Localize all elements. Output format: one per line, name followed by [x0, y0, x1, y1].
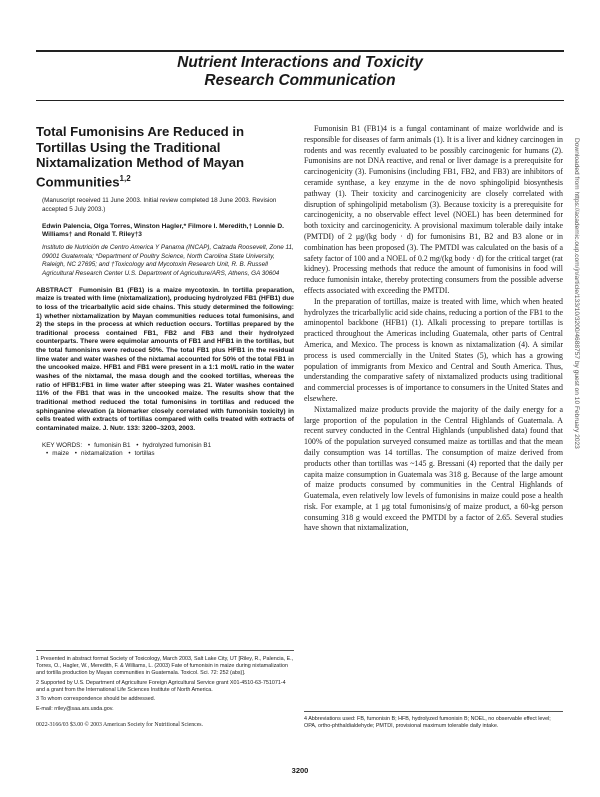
- author-list: Edwin Palencia, Olga Torres, Winston Hagler,* Filmore I. Meredith,† Lonnie D. Williams† and Ronald T. Riley†3: [42, 222, 285, 239]
- body-paragraph: Nixtamalized maize products provide the majority of the daily energy for a large proportion of the population in the Central Highlands of Guatemala. A recent survey conducted in the Central Highlands (unpublished data) found that 100% of the population surveyed consumed maize as tortillas and that the mean daily consumption was 14 tortillas. The consumption of maize derived from products other than tortillas was ~145 g. Bressani (4) reported that the daily per capita maize consumption in Guatemala was 318 g. Because of the large amount of maize products consumed by communities in the Central Highlands of Guatemala, even relatively low levels of fumonisins in maize could pose a health risk. For example, at 1 μg total fumonisins/g of maize product, a 60-kg person consuming 318 g would exceed the PMTDI by a factor of 2.65. Several studies have shown that nixtamalization,: [304, 404, 563, 533]
- footnote-2: 2 Supported by U.S. Department of Agriculture Foreign Agricultural Service grant X01-4510-63-751071-4 and a grant from the International Life Sciences Institute of North America.: [36, 679, 286, 693]
- body-paragraph: In the preparation of tortillas, maize is treated with lime, which when heated hydrolyzes the tricarballylic acid side chains, reducing a portion of the FB1 to the aminopentol backbone (HFB1) (1). Alkali processing to prepare tortillas is practiced throughout the Americas including Guatemala, other parts of Central America, and Mexico. The process is known as nixtamalization (4). A similar process is used commercially in the United States (5), which has a growing population of immigrants from Mexico and Central and South America. Thus, understanding the comparative safety of nixtamalized products using traditional and commercial processes is of importance to consumers in the United States and elsewhere.: [304, 296, 563, 403]
- abstract-text: Fumonisin B1 (FB1) is a maize mycotoxin. In tortilla preparation, maize is treated with lime (nixtamalization), producing hydrolyzed FB1 (HFB1) due to loss of the tricarballylic acid side chains. This study determined the following: 1) whether nixtamalization by Mayan communities reduces total fumonisins, and 2) the steps in the process at which reduction occurs. Tortillas prepared by the traditional process contained FB1, FB2 and FB3 and their hydrolyzed counterparts. There were equimolar amounts of FB1 and HFB1 in the tortillas, but the total fumonisins were reduced 50%. The total FB1 plus HFB1 in the residual lime water and water washes of the nixtamal accounted for 50% of the total FB1 in the uncooked maize. HFB1 and FB1 were present in a 1:1 mol/L ratio in the water washes of the nixtamal, the masa dough and the cooked tortillas, whereas the ratio of HFB1:FB1 in lime water after steeping was 21. Water washes contained 11% of the FB1 that was in the uncooked maize. The results show that the traditional method reduced the total fumonisins in tortillas and reduced the sphinganine elevation (a biomarker closely correlated with fumonisin toxicity) in cells treated with extracts of tortillas compared with cells treated with extracts of contaminated maize.: [36, 286, 295, 433]
- keywords-label: KEY WORDS:: [42, 441, 83, 449]
- section-header-line1: Nutrient Interactions and Toxicity: [177, 54, 423, 71]
- body-paragraph: Fumonisin B1 (FB1)4 is a fungal contaminant of maize worldwide and is responsible for diseases of farm animals (1). It is a liver and kidney carcinogen in rodents and was recently evaluated to be possibly carcinogenic for humans (2). Fumonisins are not DNA reactive, and renal or liver damage is a prerequisite for carcinogenicity (3). Fumonisins (including FB1, FB2, and FB3) are inhibitors of ceramide synthase, a key enzyme in the de novo sphingolipid biosynthesis pathway (1). Their toxicity and carcinogenicity are closely correlated with disruption of sphingolipid metabolism (3). Because toxicity is a prerequisite for carcinogenicity, a no observable effect level (NOEL) has been determined for both toxicity and carcinogenicity. A provisional maximum tolerable daily intake (PMTDI) of 2 μg/(kg body · d) for fumonisins B1, B2 and B3 alone or in combination has been proposed (3). The PMTDI was calculated on the basis of a safety factor of 100 and a NOEL of 0.2 mg/(kg body · d) for the critical target (rat kidney). Processing methods that reduce the amount of fumonisins in food will reduce fumonisin intake, thereby protecting consumers from the possible adverse effects associated with exceeding the PMTDI.: [304, 124, 563, 295]
- keyword-item: tortillas: [134, 450, 155, 458]
- author-affiliations: Instituto de Nutrición de Centro America Y Panama (INCAP), Calzada Roosevelt, Zone 11, 09001 Guatemala; *Department of Poultry Science, North Carolina State University, Raleigh, NC 27695; and †Toxicology and Mycotoxin Research Unit, R. B. Russell Agricultural Research Center U.S. Department of Agriculture/ARS, Athens, GA 30604: [42, 244, 294, 277]
- section-header: [36, 54, 564, 90]
- left-footnotes: [36, 650, 294, 715]
- correspondence-email: E-mail: rriley@saa.ars.usda.gov.: [36, 705, 114, 712]
- keyword-item: maize: [52, 450, 70, 458]
- abbreviations-footnote: 4 Abbreviations used: FB, fumonisin B; HFB, hydrolyzed fumonisin B; NOEL, no observable effect level; OPA, ortho-phthaldialdehyde; PMTDI, provisional maximum tolerable daily intake.: [304, 711, 563, 730]
- abstract: [36, 287, 294, 434]
- copyright-line: 0022-3166/03 $3.00 © 2003 American Society for Nutritional Sciences.: [36, 722, 204, 728]
- download-watermark: [572, 138, 588, 698]
- abstract-label: ABSTRACT: [36, 286, 73, 294]
- left-column: [36, 124, 294, 459]
- article-title-footnote-mark: 1,2: [119, 173, 131, 183]
- header-rule-bottom: [36, 100, 564, 101]
- download-watermark-text: Downloaded from https://academic.oup.com/jn/article/133/10/3200/4688757 by guest on 10 February 2023: [573, 138, 580, 449]
- keywords: KEY WORDS: • fumonisin B1 • hydrolyzed fumonisin B1 • maize • nixtamalization • tortillas: [42, 441, 212, 458]
- article-title: [36, 124, 294, 189]
- keyword-item: hydrolyzed fumonisin B1: [142, 441, 212, 449]
- article-title-text: Total Fumonisins Are Reduced in Tortillas Using the Traditional Nixtamalization Method of Mayan Communities: [36, 124, 245, 189]
- keyword-item: fumonisin B1: [94, 441, 131, 449]
- footnote-1: 1 Presented in abstract format Society of Toxicology, March 2003, Salt Lake City, UT [Riley, R., Palencia, E., Torres, O., Hagler, W., Meredith, F. & Williams, L. (2003) Fate of fumonisin in maize during nixtamalization and tortilla production by Mayan communities in Guatemala. Toxicol. Sci. 72: 252 (abs)].: [36, 656, 294, 676]
- footnote-3: 3 To whom correspondence should be addressed.: [36, 696, 156, 702]
- page-number: 3200: [291, 766, 309, 775]
- section-header-line2: Research Communication: [204, 72, 396, 89]
- citation: J. Nutr. 133: 3200–3203, 2003.: [102, 425, 196, 433]
- header-rule-top: [36, 50, 564, 52]
- keyword-item: nixtamalization: [80, 450, 123, 458]
- manuscript-dates: (Manuscript received 11 June 2003. Initial review completed 18 June 2003. Revision accepted 5 July 2003.): [42, 197, 277, 213]
- right-column: [304, 124, 563, 534]
